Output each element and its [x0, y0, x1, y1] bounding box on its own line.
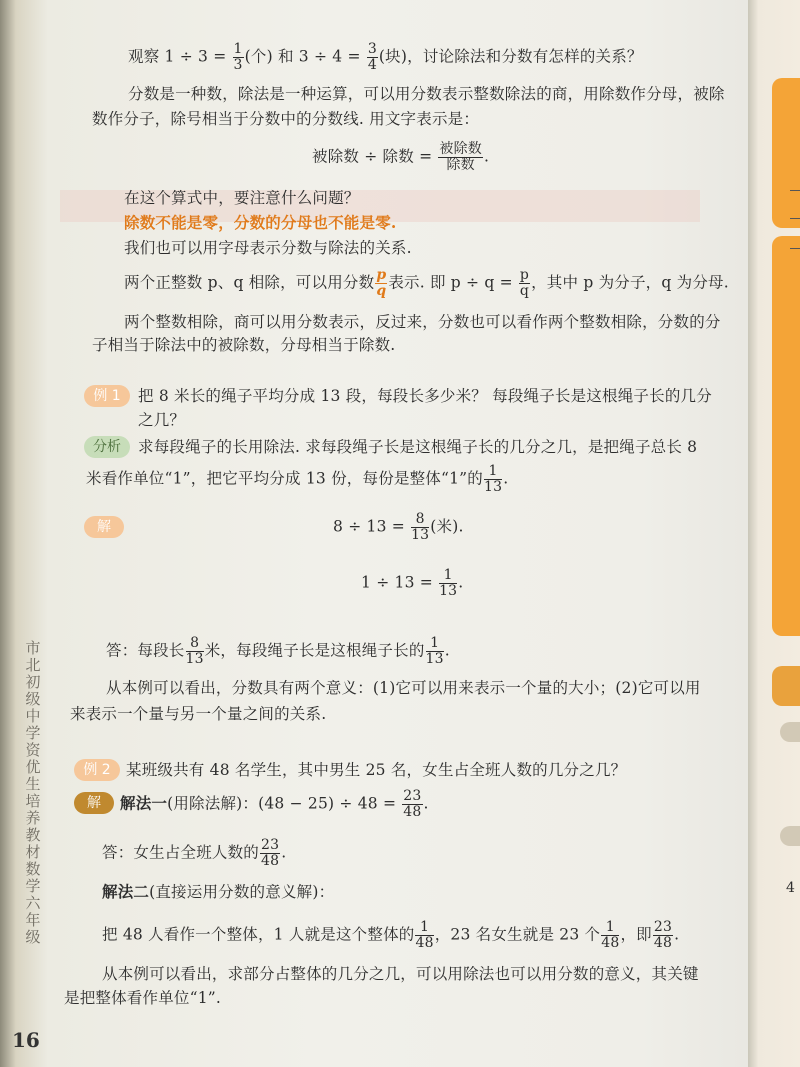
example-1-question-line: 之几？ — [138, 411, 186, 429]
example-1-conclusion-line: 从本例可以看出，分数具有两个意义：(1)它可以用来表示一个量的大小；(2)它可以用 — [106, 679, 701, 697]
method-2-heading: 解法二(直接运用分数的意义解)： — [102, 882, 335, 901]
letters-note: 我们也可以用字母表示分数与除法的关系. — [124, 239, 412, 257]
side-caption: 市北初级中学资优生培养教材 数学 六年级 — [25, 639, 41, 946]
example-1-answer: 答：每段长 $\frac{8}{13}$ 米，每段绳子长是这根绳子长的 $\frac{1}{13}$ . — [106, 635, 450, 667]
method-1-line: 解法一(用除法解)：(48 − 25) ÷ 48 = $\frac{23}{48}$ . — [120, 788, 429, 820]
right-page-circle — [780, 826, 800, 846]
right-page-orange-block — [772, 236, 800, 636]
intro-question-note: 在这个算式中，要注意什么问题？ — [124, 189, 360, 207]
example-2-conclusion-line: 是把整体看作单位“1”. — [64, 989, 222, 1007]
right-page-orange-tab — [772, 78, 800, 228]
example-2-question: 某班级共有 48 名学生，其中男生 25 名，女生占全班人数的几分之几？ — [126, 761, 627, 779]
intro-paragraph-line: 两个整数相除，商可以用分数表示，反过来，分数也可以看作两个整数相除，分数的分 — [124, 313, 721, 331]
method-2-line: 把 48 人看作一个整体，1 人就是这个整体的 $\frac{1}{48}$ ，23 名女生就是 23 个 $\frac{1}{48}$ ，即 $\frac{23}{48}$ . — [102, 919, 680, 951]
example-2-answer: 答：女生占全班人数的 $\frac{23}{48}$ . — [102, 837, 287, 869]
solution-equation: 8 ÷ 13 = $\frac{8}{13}$ (米). — [333, 511, 464, 543]
example-1-badge: 例 1 — [84, 385, 130, 407]
example-2-badge: 例 2 — [74, 759, 120, 781]
intro-paragraph-line: 分数是一种数，除法是一种运算，可以用分数表示整数除法的商，用除数作分母，被除 — [128, 85, 725, 103]
right-page-circle — [780, 722, 800, 742]
solution-badge: 解 — [84, 516, 124, 538]
warning-note: 除数不能是零，分数的分母也不能是零. — [124, 213, 397, 232]
right-page-rule — [790, 218, 800, 219]
pq-relation: 两个正整数 p、q 相除，可以用分数 $\frac{p}{q}$ 表示. 即 p ÷ q = $\frac{p}{q}$ ，其中 p 为分子，q 为分母. — [124, 267, 729, 299]
intro-paragraph-line: 子相当于除法中的被除数，分母相当于除数. — [92, 336, 396, 354]
right-page-rule — [790, 190, 800, 191]
example-1-question-line: 把 8 米长的绳子平均分成 13 段，每段长多少米？ 每段绳子长是这根绳子长的几分 — [138, 387, 712, 405]
intro-paragraph-line: 数作分子，除号相当于分数中的分数线. 用文字表示是： — [92, 110, 480, 128]
analysis-badge: 分析 — [84, 436, 130, 458]
solution-equation: 1 ÷ 13 = $\frac{1}{13}$ . — [361, 567, 464, 599]
right-page-digit: 4 — [786, 880, 796, 896]
example-1-conclusion-line: 来表示一个量与另一个量之间的关系. — [70, 705, 327, 723]
analysis-line: 求每段绳子的长用除法. 求每段绳子长是这根绳子长的几分之几，是把绳子总长 8 — [138, 438, 698, 456]
analysis-line: 米看作单位“1”，把它平均分成 13 份，每份是整体“1”的 $\frac{1}{13}$ . — [86, 463, 509, 495]
solution-badge: 解 — [74, 792, 114, 814]
intro-question: 观察 1 ÷ 3 = $\frac{1}{3}$ (个) 和 3 ÷ 4 = $\frac{3}{4}$ (块)，讨论除法和分数有怎样的关系？ — [128, 41, 643, 73]
right-page-rule — [790, 248, 800, 249]
division-fraction-formula: 被除数 ÷ 除数 = $\frac{\text{被除数}}{\text{除数}}$ . — [312, 141, 490, 173]
right-page-orange-strip — [772, 666, 800, 706]
example-2-conclusion-line: 从本例可以看出，求部分占整体的几分之几，可以用除法也可以用分数的意义，其关键 — [102, 965, 699, 983]
page-number: 16 — [12, 1028, 40, 1052]
